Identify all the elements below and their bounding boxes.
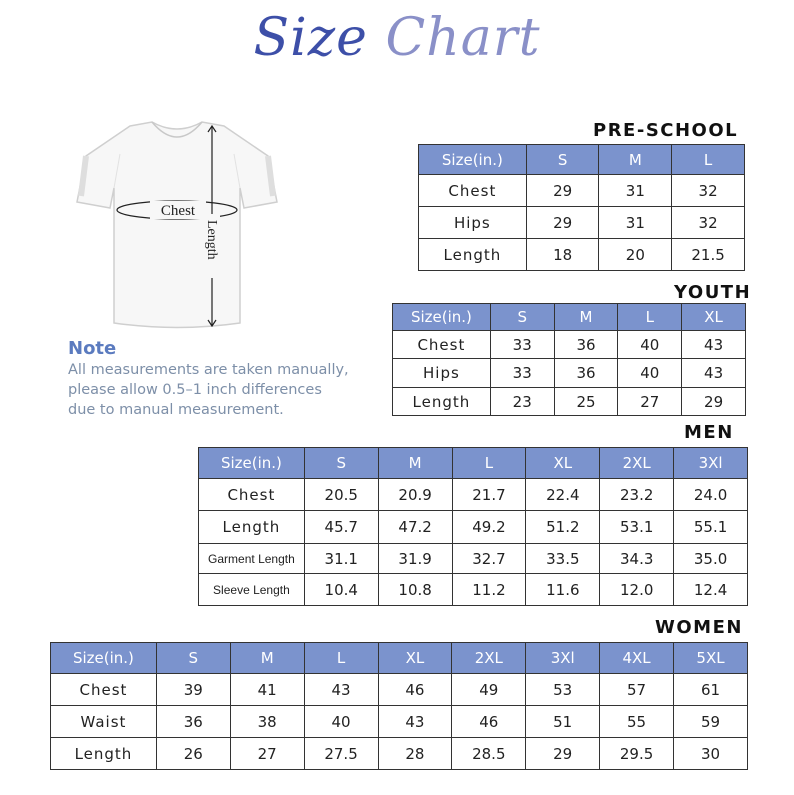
table-cell: 61 xyxy=(674,674,748,706)
table-cell: 51 xyxy=(526,706,600,738)
row-label: Length xyxy=(51,738,157,770)
table-header-row xyxy=(393,304,746,331)
header-cell: XL xyxy=(682,304,746,331)
title-word-chart: Chart xyxy=(385,8,541,68)
women-title: WOMEN xyxy=(655,617,743,638)
table-cell: 45.7 xyxy=(304,511,378,544)
table-row xyxy=(393,359,746,388)
header-cell: L xyxy=(304,643,378,674)
table-cell: 32 xyxy=(672,207,745,239)
table-cell: 29 xyxy=(682,388,746,416)
table-cell: 10.4 xyxy=(304,574,378,606)
table-cell: 20 xyxy=(599,239,672,271)
header-cell: S xyxy=(156,643,230,674)
header-cell: S xyxy=(490,304,554,331)
header-cell: M xyxy=(554,304,618,331)
table-cell: 57 xyxy=(600,674,674,706)
table-row xyxy=(419,207,745,239)
table-row xyxy=(199,574,748,606)
row-label: Chest xyxy=(393,331,491,359)
table-row xyxy=(199,544,748,574)
table-cell: 47.2 xyxy=(378,511,452,544)
table-cell: 31 xyxy=(599,207,672,239)
table-cell: 51.2 xyxy=(526,511,600,544)
table-cell: 36 xyxy=(554,359,618,388)
table-cell: 29 xyxy=(526,738,600,770)
table-cell: 43 xyxy=(378,706,452,738)
jersey-length-label: Length xyxy=(204,220,219,260)
row-label: Chest xyxy=(199,479,305,511)
header-cell: M xyxy=(599,145,672,175)
table-cell: 36 xyxy=(554,331,618,359)
table-cell: 23 xyxy=(490,388,554,416)
row-label: Hips xyxy=(419,207,527,239)
table-cell: 40 xyxy=(618,359,682,388)
table-cell: 18 xyxy=(526,239,599,271)
note-text: All measurements are taken manually, please allow 0.5–1 inch differences due to manual measurement. xyxy=(68,362,349,418)
note-heading: Note xyxy=(68,338,117,359)
table-cell: 46 xyxy=(378,674,452,706)
table-cell: 10.8 xyxy=(378,574,452,606)
row-label: Length xyxy=(419,239,527,271)
header-cell: S xyxy=(526,145,599,175)
header-cell: 5XL xyxy=(674,643,748,674)
page-title xyxy=(0,8,794,68)
table-cell: 41 xyxy=(230,674,304,706)
row-label: Chest xyxy=(51,674,157,706)
table-cell: 34.3 xyxy=(600,544,674,574)
table-cell: 35.0 xyxy=(674,544,748,574)
table-cell: 12.4 xyxy=(674,574,748,606)
header-cell: XL xyxy=(526,448,600,479)
youth-size-table xyxy=(392,303,746,416)
header-cell: Size(in.) xyxy=(419,145,527,175)
table-cell: 55.1 xyxy=(674,511,748,544)
jersey-image xyxy=(72,118,282,338)
header-cell: L xyxy=(618,304,682,331)
row-label: Garment Length xyxy=(199,544,305,574)
header-cell: Size(in.) xyxy=(393,304,491,331)
row-label: Length xyxy=(199,511,305,544)
table-cell: 32.7 xyxy=(452,544,526,574)
table-cell: 39 xyxy=(156,674,230,706)
row-label: Chest xyxy=(419,175,527,207)
table-cell: 22.4 xyxy=(526,479,600,511)
table-cell: 26 xyxy=(156,738,230,770)
preschool-size-table xyxy=(418,144,745,271)
row-label: Length xyxy=(393,388,491,416)
table-row xyxy=(393,331,746,359)
table-cell: 38 xyxy=(230,706,304,738)
table-row xyxy=(51,738,748,770)
table-cell: 53 xyxy=(526,674,600,706)
table-cell: 25 xyxy=(554,388,618,416)
table-cell: 33.5 xyxy=(526,544,600,574)
table-header-row xyxy=(419,145,745,175)
table-cell: 20.9 xyxy=(378,479,452,511)
table-cell: 43 xyxy=(304,674,378,706)
table-header-row xyxy=(199,448,748,479)
table-row xyxy=(51,674,748,706)
table-cell: 28.5 xyxy=(452,738,526,770)
table-cell: 43 xyxy=(682,359,746,388)
table-cell: 27.5 xyxy=(304,738,378,770)
table-cell: 46 xyxy=(452,706,526,738)
table-cell: 49.2 xyxy=(452,511,526,544)
table-cell: 33 xyxy=(490,359,554,388)
table-cell: 29.5 xyxy=(600,738,674,770)
header-cell: XL xyxy=(378,643,452,674)
table-cell: 28 xyxy=(378,738,452,770)
row-label: Waist xyxy=(51,706,157,738)
table-cell: 53.1 xyxy=(600,511,674,544)
table-row xyxy=(51,706,748,738)
title-word-size: Size xyxy=(253,8,368,68)
men-title: MEN xyxy=(684,422,734,443)
table-cell: 29 xyxy=(526,175,599,207)
table-cell: 27 xyxy=(230,738,304,770)
table-cell: 40 xyxy=(304,706,378,738)
row-label: Sleeve Length xyxy=(199,574,305,606)
header-cell: L xyxy=(452,448,526,479)
table-cell: 20.5 xyxy=(304,479,378,511)
header-cell: S xyxy=(304,448,378,479)
table-cell: 49 xyxy=(452,674,526,706)
table-row xyxy=(419,239,745,271)
table-cell: 40 xyxy=(618,331,682,359)
header-cell: 2XL xyxy=(452,643,526,674)
header-cell: 4XL xyxy=(600,643,674,674)
table-cell: 32 xyxy=(672,175,745,207)
header-cell: 3Xl xyxy=(674,448,748,479)
table-cell: 21.7 xyxy=(452,479,526,511)
men-size-table xyxy=(198,447,748,606)
header-cell: Size(in.) xyxy=(199,448,305,479)
table-cell: 11.6 xyxy=(526,574,600,606)
table-row xyxy=(419,175,745,207)
table-cell: 31.1 xyxy=(304,544,378,574)
table-cell: 27 xyxy=(618,388,682,416)
table-cell: 43 xyxy=(682,331,746,359)
header-cell: M xyxy=(230,643,304,674)
women-size-table xyxy=(50,642,748,770)
table-cell: 30 xyxy=(674,738,748,770)
table-cell: 31 xyxy=(599,175,672,207)
header-cell: 2XL xyxy=(600,448,674,479)
table-row xyxy=(199,479,748,511)
header-cell: M xyxy=(378,448,452,479)
table-cell: 31.9 xyxy=(378,544,452,574)
table-header-row xyxy=(51,643,748,674)
table-cell: 36 xyxy=(156,706,230,738)
table-cell: 29 xyxy=(526,207,599,239)
preschool-title: PRE-SCHOOL xyxy=(593,120,739,141)
table-cell: 11.2 xyxy=(452,574,526,606)
header-cell: L xyxy=(672,145,745,175)
table-cell: 55 xyxy=(600,706,674,738)
table-row xyxy=(199,511,748,544)
row-label: Hips xyxy=(393,359,491,388)
jersey-chest-label: Chest xyxy=(160,203,196,219)
table-cell: 21.5 xyxy=(672,239,745,271)
table-cell: 33 xyxy=(490,331,554,359)
header-cell: 3Xl xyxy=(526,643,600,674)
table-row xyxy=(393,388,746,416)
header-cell: Size(in.) xyxy=(51,643,157,674)
table-cell: 12.0 xyxy=(600,574,674,606)
table-cell: 23.2 xyxy=(600,479,674,511)
table-cell: 24.0 xyxy=(674,479,748,511)
youth-title: YOUTH xyxy=(674,282,752,303)
table-cell: 59 xyxy=(674,706,748,738)
